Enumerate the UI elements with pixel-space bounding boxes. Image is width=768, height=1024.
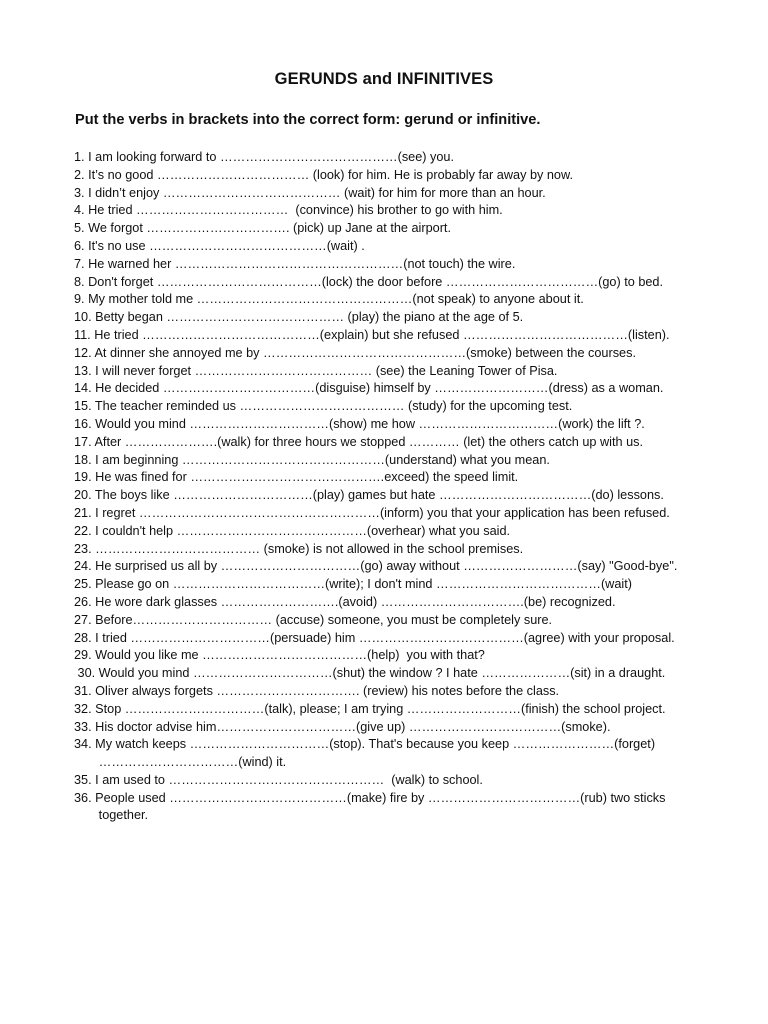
exercise-item: 10. Betty began …………………………………… (play) the piano at the age of 5.	[74, 310, 524, 325]
exercise-item: 13. I will never forget …………………………………… (see) the Leaning Tower of Pisa.	[74, 363, 558, 378]
exercise-item: 3. I didn’t enjoy …………………………………… (wait) for him for more than an hour.	[74, 185, 546, 200]
exercise-item: 25. Please go on ………………………………(write); I don't mind …………………………………(wait)	[74, 577, 632, 592]
exercise-item: 36. People used ……………………………………(make) fire by ………………………………(rub) two sticks together.	[74, 790, 666, 823]
exercise-item: 34. My watch keeps ……………………………(stop). That's because you keep ……………………(forget) ……………………………(wind) it.	[74, 737, 656, 770]
exercise-item: 33. His doctor advise him……………………………(give up) ………………………………(smoke).	[74, 719, 611, 734]
exercise-item: 21. I regret …………………………………………………(inform) you that your application has been refused.	[74, 505, 670, 520]
exercise-item: 7. He warned her ………………………………………………(not touch) the wire.	[74, 256, 516, 271]
exercise-item: 5. We forgot ……………………………. (pick) up Jane at the airport.	[74, 221, 451, 236]
worksheet-title: GERUNDS and INFINITIVES	[274, 70, 494, 88]
exercise-item: 17. After ………………….(walk) for three hours we stopped ………… (let) the others catch up with us.	[74, 434, 644, 449]
exercise-item: 23. ………………………………… (smoke) is not allowed in the school premises.	[74, 541, 524, 556]
exercise-item: 35. I am used to …………………………………………… (walk) to school.	[74, 772, 483, 787]
exercise-item: 20. The boys like ……………………………(play) games but hate ………………………………(do) lessons.	[74, 488, 664, 503]
exercise-item: 1. I am looking forward to ……………………………………(see) you.	[74, 150, 455, 164]
exercise-item: 27. Before…………………………… (accuse) someone, you must be completely sure.	[74, 612, 553, 627]
exercise-item: 31. Oliver always forgets ……………………………. (review) his notes before the class.	[74, 683, 560, 698]
exercise-item: 19. He was fined for ……………………………………….exceed) the speed limit.	[74, 470, 519, 485]
exercise-item: 32. Stop ……………………………(talk), please; I am trying ………………………(finish) the school project.	[74, 701, 666, 716]
worksheet-instruction: Put the verbs in brackets into the correct form: gerund or infinitive.	[75, 112, 541, 128]
exercise-item: 9. My mother told me ……………………………………………(not speak) to anyone about it.	[74, 292, 584, 307]
exercise-item: 15. The teacher reminded us ………………………………… (study) for the upcoming test.	[74, 399, 573, 414]
exercise-item: 30. Would you mind ……………………………(shut) the window ? I hate …………………(sit) in a draught.	[74, 666, 666, 681]
exercise-item: 22. I couldn't help ………………………………………(overhear) what you said.	[74, 523, 511, 538]
exercise-item: 14. He decided ………………………………(disguise) himself by ………………………(dress) as a woman.	[74, 381, 664, 396]
exercise-item: 18. I am beginning …………………………………………(understand) what you mean.	[74, 452, 550, 467]
exercise-item: 6. It's no use ……………………………………(wait) .	[74, 238, 365, 253]
exercise-item: 16. Would you mind ……………………………(show) me how ……………………………(work) the lift ?.	[74, 416, 645, 431]
exercise-item: 24. He surprised us all by ……………………………(go) away without ………………………(say) "Good-bye".	[74, 559, 678, 574]
exercise-item: 8. Don't forget …………………………………(lock) the door before ………………………………(go) to bed.	[74, 274, 664, 289]
exercise-item: 29. Would you like me …………………………………(help) you with that?	[74, 648, 485, 663]
exercise-item: 12. At dinner she annoyed me by …………………………………………(smoke) between the courses.	[74, 345, 636, 360]
exercise-list	[74, 149, 714, 825]
exercise-item: 28. I tried ……………………………(persuade) him …………………………………(agree) with your proposal.	[74, 630, 675, 645]
exercise-item: 2. It’s no good ……………………………… (look) for him. He is probably far away by now.	[74, 167, 573, 182]
exercise-item: 26. He wore dark glasses ……………………….(avoid) …………………………….(be) recognized.	[74, 594, 616, 609]
exercise-item: 4. He tried ……………………………… (convince) his brother to go with him.	[74, 203, 503, 218]
exercise-item: 11. He tried ……………………………………(explain) but she refused …………………………………(listen).	[74, 327, 670, 342]
